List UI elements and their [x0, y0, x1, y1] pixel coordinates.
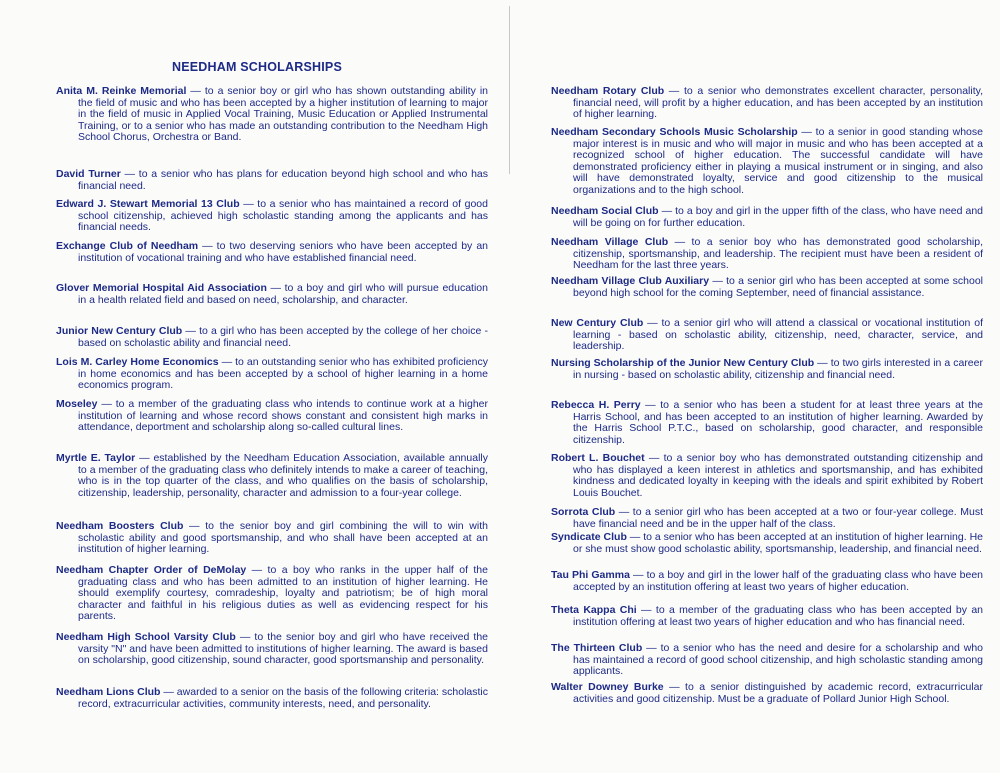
scholarship-entry	[551, 453, 983, 499]
scholarship-name: Needham Village Club	[551, 236, 669, 248]
scholarship-name: Rebecca H. Perry	[551, 399, 641, 411]
scholarship-entry	[551, 276, 983, 299]
scholarship-entry	[551, 358, 983, 381]
scholarship-entry	[551, 682, 983, 705]
scholarship-description: — established by the Needham Education Association, available annually to a member of the graduating class who definitely intends to make a career of teaching, who is in the top quarter of the class, and who qualifies on the basis of scholarship, citizenship, leadership, personality, character and admission to a four-year college.	[78, 452, 488, 499]
scholarship-entry	[551, 570, 983, 593]
scholarship-entry	[56, 565, 488, 623]
scholarship-name: Needham Rotary Club	[551, 85, 665, 97]
scholarship-entry	[551, 507, 983, 530]
scholarship-description: — to two girls interested in a career in nursing - based on scholastic ability, citizenship and financial need.	[573, 357, 983, 381]
scholarship-description: — to a senior girl who will attend a classical or vocational institution of learning - based on scholastic ability, citizenship, need, character, service, and leadership.	[573, 317, 983, 353]
scholarship-description: — to the senior boy and girl who have received the varsity "N" and have been admitted to institutions of higher learning. The award is based on scholarship, good citizenship, sound character, good sportsmanship and personality.	[78, 631, 488, 667]
scholarship-name: Theta Kappa Chi	[551, 604, 637, 616]
scholarship-description: — to a senior who has been accepted at an institution of higher learning. He or she must show good scholastic ability, sportsmanship, leadership, and financial need.	[573, 531, 983, 555]
scholarship-description: — to a senior who has been a student for at least three years at the Harris School, and has been accepted to an institution of higher learning. Awarded by the Harris School P.T.C., based on scholarship, good character, and responsible citizenship.	[573, 399, 983, 446]
scholarship-name: David Turner	[56, 168, 121, 180]
scholarship-name: Edward J. Stewart Memorial 13 Club	[56, 198, 240, 210]
scholarship-description: — to a senior who has maintained a record of good school citizenship, achieved high scholastic standing among the applicants and has financial needs.	[78, 198, 488, 234]
scholarship-description: — to a senior girl who has been accepted at a two or four-year college. Must have financial need and be in the upper half of the class.	[573, 506, 983, 530]
scholarship-name: Junior New Century Club	[56, 325, 183, 337]
scholarship-entry	[56, 283, 488, 306]
scholarship-name: Needham Village Club Auxiliary	[551, 275, 710, 287]
scholarship-description: — to two deserving seniors who have been accepted by an institution of vocational training and who have established financial need.	[78, 240, 488, 264]
scholarship-entry	[56, 687, 488, 710]
scholarship-entry	[56, 632, 488, 667]
scholarship-description: — to a senior boy who has demonstrated good scholarship, citizenship, sportsmanship, and leadership. The recipient must have been a resident of Needham for the last three years.	[573, 236, 983, 272]
scholarship-name: Lois M. Carley Home Economics	[56, 356, 219, 368]
scholarship-description: — to a senior distinguished by academic record, extracurricular activities and good citizenship. Must be a graduate of Pollard Junior High School.	[573, 681, 983, 705]
scholarship-entry	[551, 643, 983, 678]
scholarship-entry	[56, 86, 488, 144]
scholarship-description: — to a girl who has been accepted by the college of her choice - based on scholastic ability and financial need.	[78, 325, 488, 349]
scholarship-name: The Thirteen Club	[551, 642, 643, 654]
scholarship-name: Syndicate Club	[551, 531, 627, 543]
scholarship-name: Robert L. Bouchet	[551, 452, 645, 464]
scholarship-description: — to a senior who demonstrates excellent character, personality, financial need, will profit by a higher education, and has been accepted by an institution of higher learning.	[573, 85, 984, 121]
page-fold-line	[509, 6, 510, 174]
scholarship-name: Needham Social Club	[551, 205, 659, 217]
scholarship-entry	[551, 127, 983, 197]
scholarship-name: Tau Phi Gamma	[551, 569, 630, 581]
scholarship-entry	[551, 86, 983, 121]
scholarship-name: Needham Secondary Schools Music Scholarship	[551, 126, 798, 138]
scholarship-entry	[56, 241, 488, 264]
scholarship-entry	[56, 521, 488, 556]
scholarship-name: Myrtle E. Taylor	[56, 452, 136, 464]
scholarship-name: Anita M. Reinke Memorial	[56, 85, 187, 97]
scholarship-name: Exchange Club of Needham	[56, 240, 199, 252]
scholarship-entry	[56, 399, 488, 434]
scholarship-entry	[551, 400, 983, 446]
scholarship-entry	[56, 357, 488, 392]
scholarship-description: — to a member of the graduating class who has been accepted by an institution offering at least two years of higher education and who has financial need.	[573, 604, 983, 628]
scholarship-entry	[56, 169, 488, 192]
scholarship-name: Needham High School Varsity Club	[56, 631, 236, 643]
scholarship-entry	[551, 532, 983, 555]
scholarship-description: — to a senior girl who has been accepted at some school beyond high school for the coming September, need of financial assistance.	[573, 275, 983, 299]
scholarship-description: — to a senior in good standing whose major interest is in music and who will major in music and who has been accepted at a recognized school of higher education. The successful candidate will have demonstrated proficiency either in playing a musical instrument or in singing, and also will have demonstrated loyalty, service and good citizenship to the musical organizations and to the high school.	[573, 126, 983, 196]
scholarship-name: Sorrota Club	[551, 506, 616, 518]
scholarship-description: — to a boy and girl who will pursue education in a health related field and based on need, scholarship, and character.	[78, 282, 488, 306]
scholarship-description: — to the senior boy and girl combining the will to win with scholastic ability and good sportsmanship, and who shall have been accepted at an institution of higher learning.	[78, 520, 488, 556]
scholarship-description: — to a boy who ranks in the upper half of the graduating class and who has been admitted to an institution of higher learning. He should exemplify courtesy, comradeship, loyalty and patriotism; be of high moral character and faithful in his religious duties as well as evidencing respect for his parents.	[78, 564, 488, 623]
scholarship-entry	[551, 318, 983, 353]
page-title: NEEDHAM SCHOLARSHIPS	[172, 60, 342, 74]
scholarship-entry	[551, 237, 983, 272]
scholarship-description: — to a boy and girl in the lower half of the graduating class who have been accepted by an institution offering at least two years of higher education.	[573, 569, 984, 593]
scholarship-name: Needham Boosters Club	[56, 520, 184, 532]
scholarship-entry	[56, 199, 488, 234]
scholarship-entry	[551, 206, 983, 229]
scholarship-entry	[551, 605, 983, 628]
scholarship-name: Moseley	[56, 398, 98, 410]
scholarship-name: New Century Club	[551, 317, 644, 329]
scholarship-description: — awarded to a senior on the basis of the following criteria: scholastic record, extracurricular activities, community interests, need, and personality.	[78, 686, 488, 710]
scholarship-description: — to a senior boy who has demonstrated outstanding citizenship and who has displayed a keen interest in athletics and sportsmanship, and has exhibited kindness and dedicated loyalty in keeping with the ideals and spirit exhibited by Robert Louis Bouchet.	[573, 452, 983, 499]
scholarship-description: — to an outstanding senior who has exhibited proficiency in home economics and has been accepted by a school of higher learning in a home economics program.	[78, 356, 488, 392]
scholarship-entry	[56, 326, 488, 349]
scholarship-name: Nursing Scholarship of the Junior New Century Club	[551, 357, 815, 369]
scholarship-description: — to a senior who has plans for education beyond high school and who has financial need.	[78, 168, 489, 192]
scholarship-name: Needham Lions Club	[56, 686, 161, 698]
scholarship-description: — to a senior boy or girl who has shown outstanding ability in the field of music and who has been accepted by a higher institution of learning to major in the field of music in Applied Vocal Training, Music Education or Applied Instrumental Training, or to a senior who has made an outstanding contribution to the Needham High School Chorus, Orchestra or Band.	[78, 85, 488, 144]
scholarship-name: Needham Chapter Order of DeMolay	[56, 564, 247, 576]
scholarship-entry	[56, 453, 488, 499]
scholarship-description: — to a boy and girl in the upper fifth of the class, who have need and will be going on for further education.	[573, 205, 984, 229]
scholarship-description: — to a senior who has the need and desire for a scholarship and who has maintained a record of good school citizenship, and high scholastic standing among applicants.	[573, 642, 984, 678]
scholarship-name: Glover Memorial Hospital Aid Association	[56, 282, 267, 294]
scholarship-description: — to a member of the graduating class who intends to continue work at a higher institution of learning and whose record shows constant and consistent high marks in attendance, deportment and scholarship along so-called cultural lines.	[78, 398, 488, 434]
scholarship-name: Walter Downey Burke	[551, 681, 664, 693]
